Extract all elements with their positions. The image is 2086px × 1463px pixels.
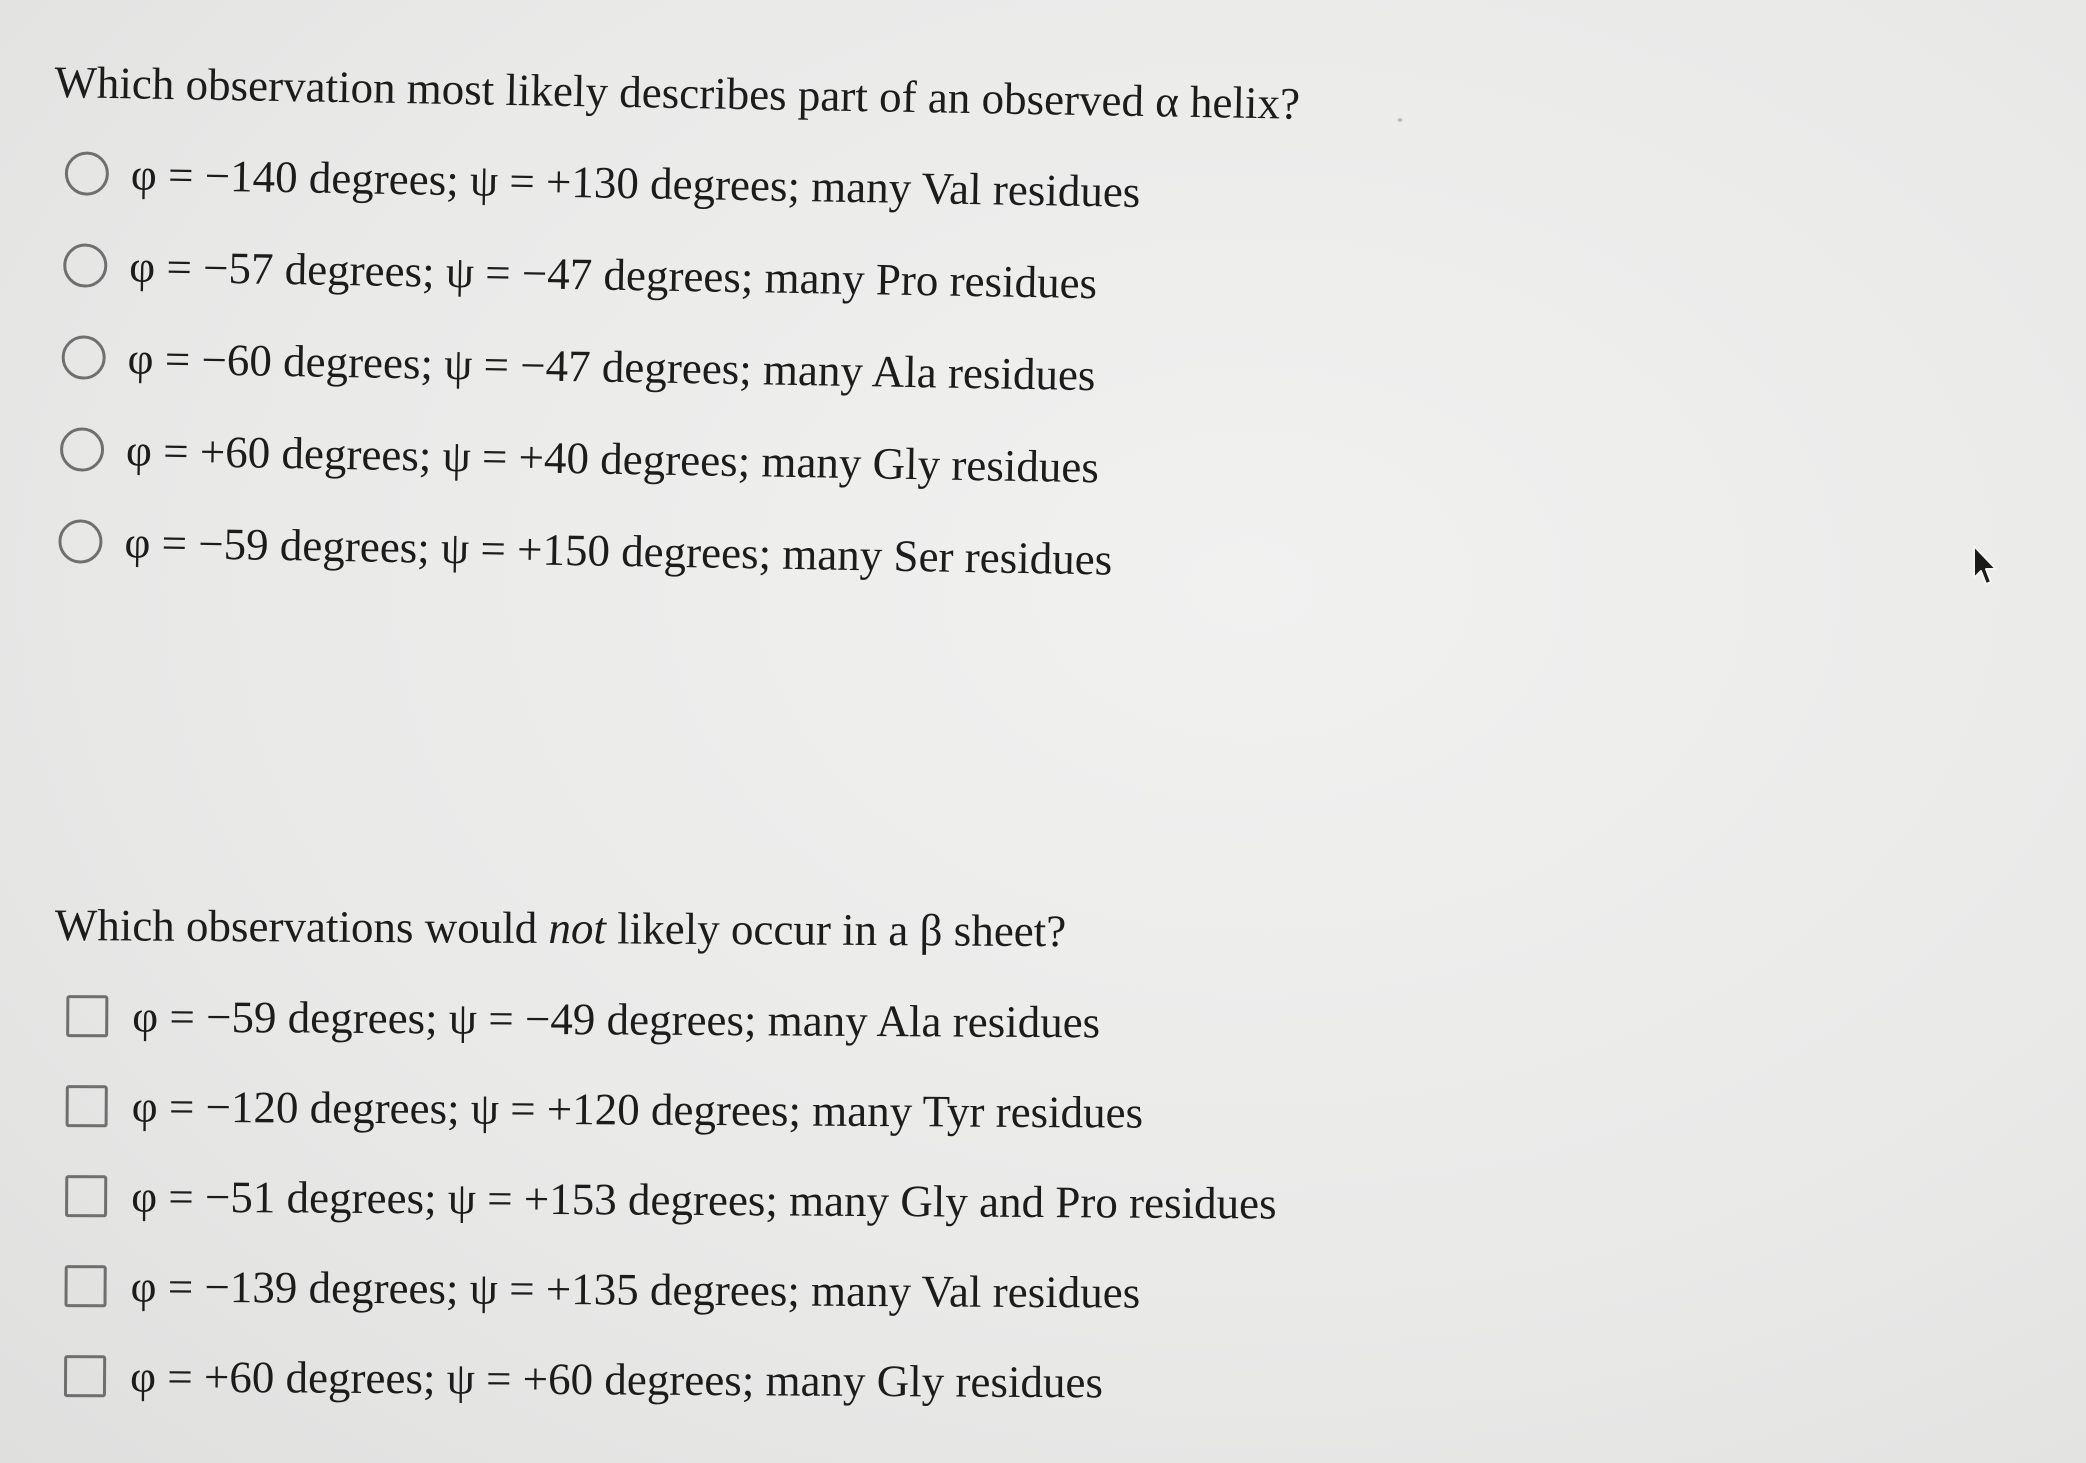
option-label: φ = −59 degrees; ψ = +150 degrees; many Ser residues [124,517,1113,585]
prompt-emphasis: not [548,903,607,954]
option-label: φ = −51 degrees; ψ = +153 degrees; many Gly and Pro residues [131,1171,1277,1229]
checkbox-option[interactable] [54,985,1504,1056]
radio-button-icon[interactable] [63,243,108,288]
stray-dot [1398,118,1402,122]
checkbox-options-list [52,985,1505,1416]
prompt-part-1: Which observations would [54,899,549,954]
radio-button-icon[interactable] [65,151,110,196]
checkbox-icon[interactable] [65,1175,107,1217]
mouse-pointer-icon [1968,544,2002,590]
checkbox-option[interactable] [53,1165,1503,1236]
option-label: φ = +60 degrees; ψ = +60 degrees; many Gly residues [129,1351,1104,1408]
question-beta-sheet [52,895,1505,1444]
radio-option[interactable] [46,510,1497,597]
checkbox-icon[interactable] [64,1265,106,1307]
question-alpha-helix [45,52,1504,627]
checkbox-option[interactable] [54,1075,1504,1146]
question-prompt: Which observation most likely describes part of an observed α helix? [54,56,1301,129]
option-label: φ = −59 degrees; ψ = −49 degrees; many Ala residues [132,991,1101,1048]
checkbox-icon[interactable] [66,995,108,1037]
radio-button-icon[interactable] [61,335,106,380]
checkbox-option[interactable] [52,1255,1502,1326]
checkbox-icon[interactable] [66,1085,108,1127]
option-label: φ = +60 degrees; ψ = +40 degrees; many Gly residues [125,425,1100,493]
radio-button-icon[interactable] [58,519,103,564]
radio-option[interactable] [48,418,1499,505]
checkbox-option[interactable] [52,1345,1502,1416]
prompt-part-2: likely occur in a β sheet? [605,903,1067,957]
option-label: φ = −139 degrees; ψ = +135 degrees; many Val residues [130,1261,1141,1318]
option-label: φ = −57 degrees; ψ = −47 degrees; many Pro residues [128,241,1098,309]
radio-option[interactable] [52,142,1503,229]
radio-option[interactable] [49,326,1500,413]
option-label: φ = −120 degrees; ψ = +120 degrees; many Tyr residues [131,1081,1144,1138]
question-prompt [55,895,1505,964]
radio-options-list [46,142,1503,597]
option-label: φ = −140 degrees; ψ = +130 degrees; many Val residues [130,149,1141,217]
option-label: φ = −60 degrees; ψ = −47 degrees; many Ala residues [127,333,1096,401]
radio-option[interactable] [51,234,1502,321]
radio-button-icon[interactable] [60,427,105,472]
checkbox-icon[interactable] [64,1355,106,1397]
